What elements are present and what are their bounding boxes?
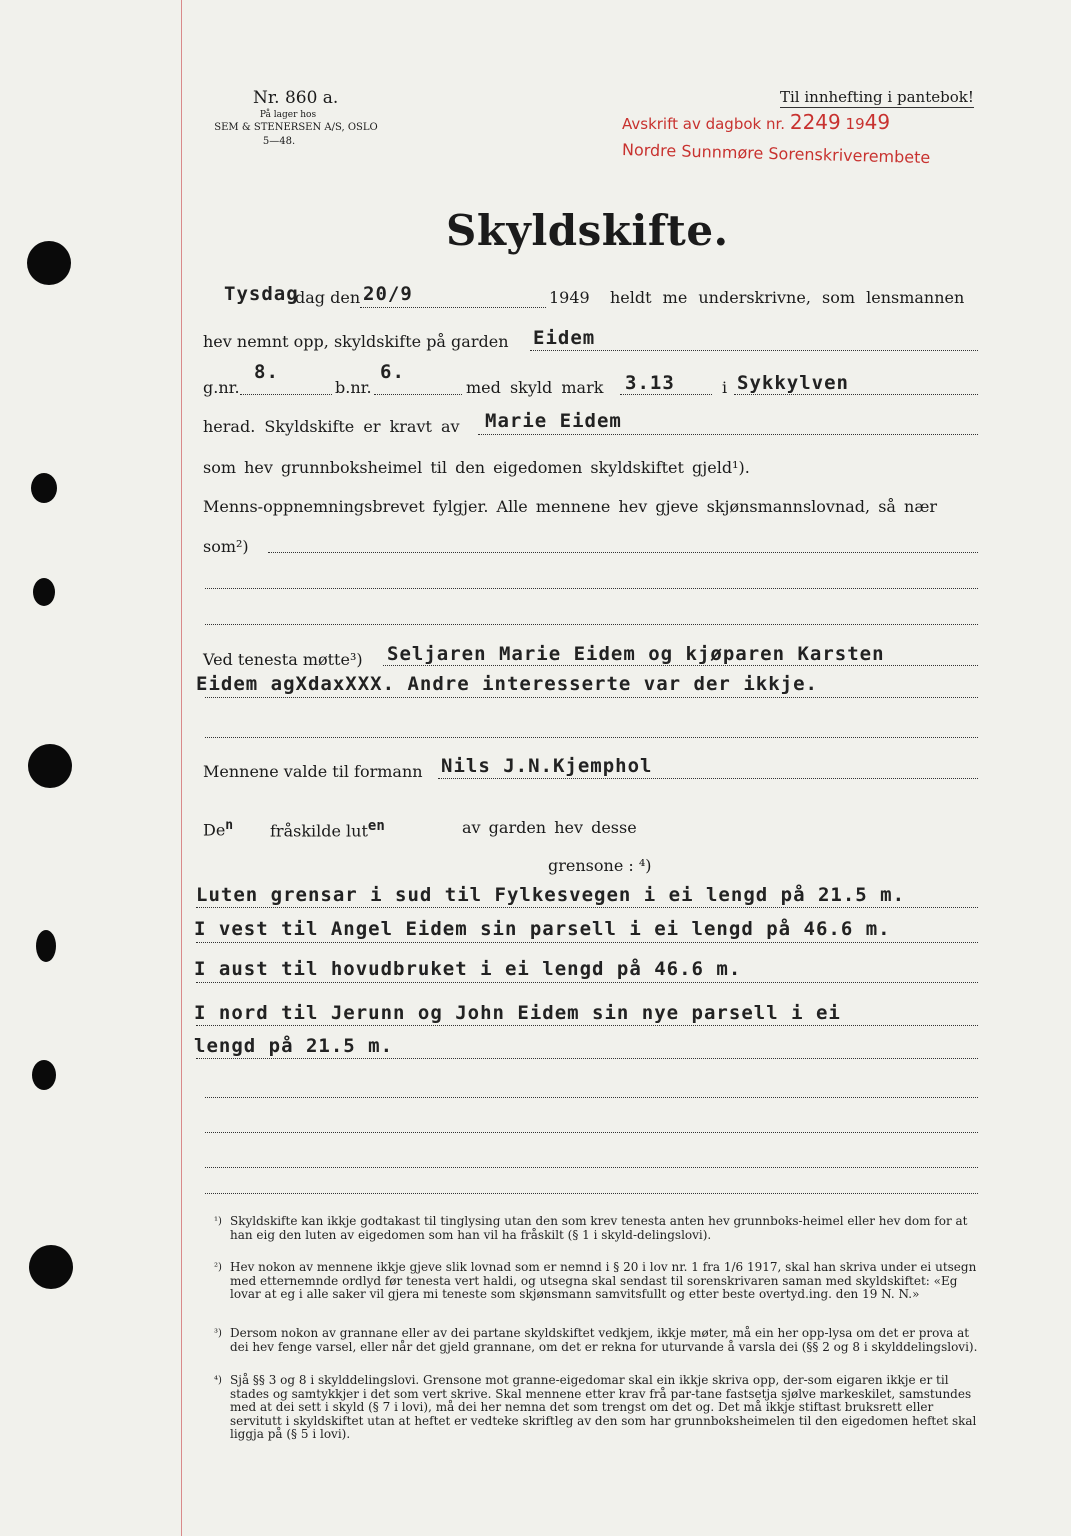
footnote-2: Hev nokon av mennene ikkje gjeve slik lovnad som er nemnd i § 20 i lov nr. 1 fra 1/6 1917, skal han skriva under ei utsegn med etternemnde ordlyd før tenesta vert haldi, og utsegna skal sendast til sorenskrivaren saman med skyldskiftet: «Eg lovar at eg i alle saker vil gjera mi teneste som skjønsmann samvitsfullt og etter beste overtyd.ing. den 19 N. N.» <box>230 1260 977 1301</box>
stamp-number: 2249 <box>789 110 841 134</box>
met-label: Ved tenesta møtte³) <box>203 650 363 669</box>
skyld-label: med skyld mark <box>466 378 604 397</box>
punch-hole <box>33 578 55 606</box>
boundary-line: Luten grensar i sud til Fylkesvegen i ei lengd på 21.5 m. <box>196 884 906 906</box>
registry-stamp <box>622 110 890 134</box>
publisher-line: På lager hos <box>259 110 317 120</box>
grensone-label: grensone : ⁴) <box>548 856 652 875</box>
line7-label: som²) <box>203 537 249 556</box>
typed-chair: Nils J.N.Kjemphol <box>441 755 653 777</box>
typed-farm: Eidem <box>533 327 596 349</box>
boundary-line: lengd på 21.5 m. <box>194 1035 394 1057</box>
boundary-line: I aust til hovudbruket i ei lengd på 46.6 m. <box>194 958 742 980</box>
page-title: Skyldskifte. <box>446 206 729 255</box>
punch-hole <box>27 241 71 285</box>
line2-label: hev nemnt opp, skyldskifte på garden <box>203 332 509 351</box>
line6-text: Menns-oppnemningsbrevet fylgjer. Alle mennene hev gjeve skjønsmannslovnad, så nær <box>203 497 938 516</box>
publisher-line: 5—48. <box>262 136 296 147</box>
garden-label: av garden hev desse <box>462 818 637 837</box>
footnote-4: Sjå §§ 3 og 8 i skylddelingslovi. Grensone mot granne-eigedomar skal ein ikkje skriva opp, der-som eigaren ikkje er til stades og samtykkjer i det som vert skrive. Skal mennene etter krav frå par-tane fastsetja sjølve markeskilet, samstundes med at dei sett i skyld (§ 7 i lovi), må dei her nemna det som trengst om det og. Det må ikkje stiftast bruksrett eller servitutt i skyldskiftet utan at heftet er vedteke skriftleg av den som har grunnboksheimelen til den eigedomen heftet skal liggja på (§ 5 i lovi). <box>230 1373 977 1441</box>
punch-hole <box>32 1060 56 1090</box>
bnr-label: b.nr. <box>335 378 372 397</box>
footnote-number: ³) <box>214 1328 222 1339</box>
stamp-year-prefix: 19 <box>845 115 865 133</box>
fraskilde-label: fråskilde lut$^{en}$ <box>270 818 385 841</box>
form-number: Nr. 860 a. <box>253 88 339 108</box>
line4-label: herad. Skyldskifte er kravt av <box>203 417 460 436</box>
footnote-3: Dersom nokon av grannane eller av dei partane skyldskiftet vedkjem, ikkje møter, må ein her opp-lysa om det er prova at dei hev fenge varsel, eller når det gjeld grannane, om det er rekna for uturvande å varsla dei (§§ 2 og 8 i skylddelingslovi). <box>230 1326 978 1354</box>
typed-skyld: 3.13 <box>625 372 675 394</box>
typed-requester: Marie Eidem <box>485 410 622 432</box>
i-label: i <box>722 378 728 397</box>
boundary-line: I vest til Angel Eidem sin parsell i ei lengd på 46.6 m. <box>194 918 891 940</box>
stamp-year: 49 <box>864 110 891 134</box>
stamp-office: Nordre Sunnmøre Sorenskriverembete <box>621 140 931 168</box>
footnote-number: ²) <box>214 1262 222 1273</box>
publisher-line: SEM & STENERSEN A/S, OSLO <box>214 122 378 133</box>
typed-date: 20/9 <box>363 283 413 305</box>
typed-met-1: Seljaren Marie Eidem og kjøparen Karsten <box>387 643 885 665</box>
typed-bnr: 6. <box>380 361 405 383</box>
punch-hole <box>29 1245 73 1289</box>
typed-herad: Sykkylven <box>737 372 849 394</box>
typed-gnr: 8. <box>254 361 279 383</box>
typed-met-2: Eidem agXdaxXXX. Andre interesserte var der ikkje. <box>196 673 818 695</box>
punch-hole <box>28 744 72 788</box>
typed-day: Tysdag <box>224 283 299 305</box>
footnote-1: Skyldskifte kan ikkje godtakast til tinglysing utan den som krev tenesta anten hev grunnboks-heimel eller hev dom for at han eig den luten av eigedomen som han vil ha fråskilt (§ 1 i skyld-delingslovi). <box>230 1214 968 1242</box>
line1-text: heldt me underskrivne, som lensmannen <box>610 288 965 307</box>
boundary-line: I nord til Jerunn og John Eidem sin nye parsell i ei <box>194 1002 841 1024</box>
chair-label: Mennene valde til formann <box>203 762 423 781</box>
footnote-number: ¹) <box>214 1216 222 1227</box>
red-margin-line <box>181 0 182 1536</box>
line5-text: som hev grunnboksheimel til den eigedomen skyldskiftet gjeld¹). <box>203 458 750 477</box>
footnote-number: ⁴) <box>214 1375 222 1386</box>
top-right-note: Til innhefting i pantebok! <box>780 88 974 106</box>
year-prefix: 1949 <box>549 288 590 307</box>
de-label: De$^n$ <box>203 818 234 840</box>
stamp-label: Avskrift av dagbok nr. <box>622 115 786 133</box>
punch-hole <box>36 930 56 962</box>
day-label: dag den <box>295 288 361 307</box>
punch-hole <box>31 473 57 503</box>
gnr-label: g.nr. <box>203 378 240 397</box>
